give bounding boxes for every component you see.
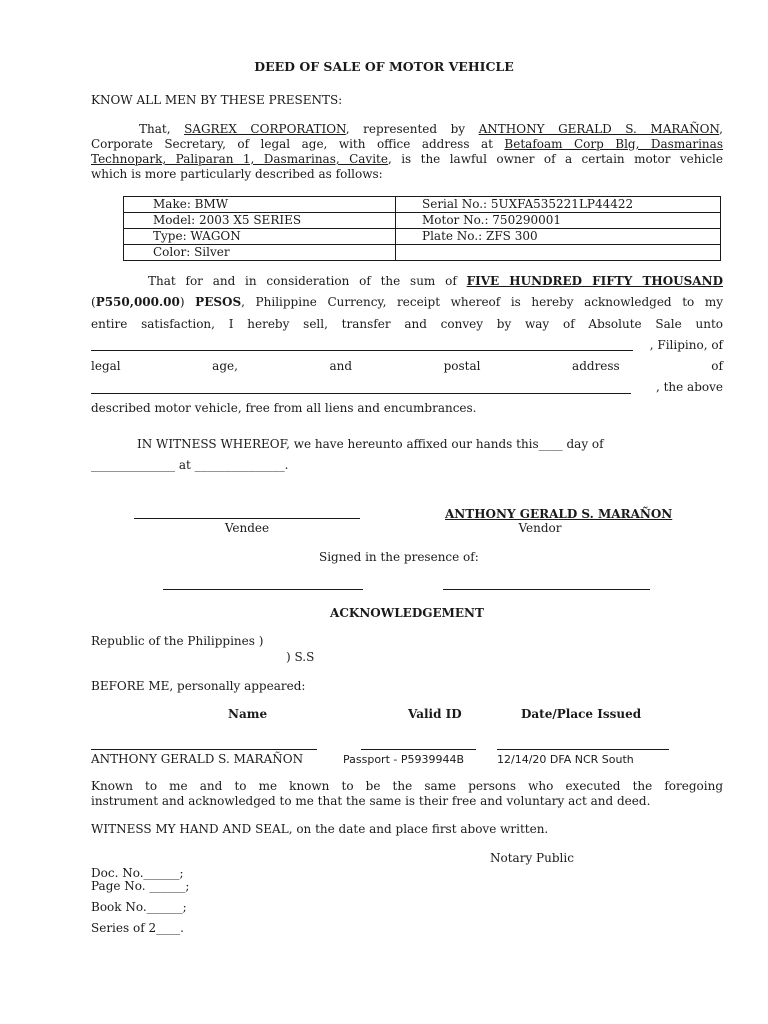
book-no: Book No.______; — [91, 900, 187, 914]
para2-line4-tail: , Filipino, of — [649, 338, 723, 352]
vehicle-color: Color: Silver — [124, 245, 396, 260]
representative-name: ANTHONY GERALD S. MARAÑON — [478, 122, 720, 136]
table-row — [124, 228, 720, 244]
para2-line6-tail: , the above — [655, 380, 723, 394]
vehicle-make: Make: BMW — [124, 197, 396, 212]
para1-line3 — [91, 152, 723, 166]
series-no: Series of 2____. — [91, 921, 184, 935]
person-date-place: 12/14/20 DFA NCR South — [497, 753, 634, 766]
vehicle-type: Type: WAGON — [124, 229, 396, 244]
col-id-header: Valid ID — [408, 707, 462, 721]
word: postal — [443, 359, 481, 373]
paren-open: ( — [91, 295, 96, 309]
amount-words: FIVE HUNDRED FIFTY THOUSAND — [466, 274, 723, 288]
name-line — [91, 749, 317, 750]
vendor-name: ANTHONY GERALD S. MARAÑON — [445, 507, 673, 521]
document-title: DEED OF SALE OF MOTOR VEHICLE — [254, 59, 514, 74]
para1-line2-text: Corporate Secretary, of legal age, with office address at — [91, 137, 493, 151]
vehicle-motor: Motor No.: 750290001 — [422, 213, 562, 227]
para2-line2 — [91, 295, 723, 309]
word: address — [572, 359, 620, 373]
col-name-header: Name — [228, 707, 268, 721]
word: and — [329, 359, 353, 373]
vehicle-serial: Serial No.: 5UXFA535221LP44422 — [422, 197, 634, 211]
before-me-line: BEFORE ME, personally appeared: — [91, 679, 306, 693]
vendee-signature-line[interactable] — [134, 518, 360, 519]
office-address-2: Technopark, Paliparan 1, Dasmarinas, Cavite — [91, 152, 388, 166]
witness-hand-line: WITNESS MY HAND AND SEAL, on the date and place first above written. — [91, 822, 549, 836]
col-date-header: Date/Place Issued — [521, 707, 642, 721]
word: legal — [91, 359, 121, 373]
para1-line4: which is more particularly described as follows: — [91, 167, 383, 181]
para2-line5 — [91, 359, 723, 373]
witness2-signature-line[interactable] — [443, 589, 650, 590]
word: of — [711, 359, 723, 373]
word: age, — [212, 359, 238, 373]
paren-close: ) — [179, 295, 185, 309]
para1-line2 — [91, 137, 723, 151]
buyer-address-line[interactable] — [91, 393, 631, 394]
vehicle-empty — [396, 245, 720, 260]
republic-line: Republic of the Philippines ) — [91, 634, 264, 648]
witness1-signature-line[interactable] — [163, 589, 363, 590]
table-row — [124, 197, 720, 212]
para2-l2-rest: , Philippine Currency, receipt whereof is hereby acknowledged to my — [241, 295, 723, 309]
known-line2: instrument and acknowledged to me that the same is their free and voluntary act and deed. — [91, 794, 651, 808]
notary-public-label: Notary Public — [490, 851, 574, 865]
company-name: SAGREX CORPORATION — [184, 122, 346, 136]
pesos-label: PESOS — [195, 295, 242, 309]
person-name: ANTHONY GERALD S. MARAÑON — [91, 752, 304, 766]
para1-line1 — [91, 122, 723, 136]
amount-number: P550,000.00 — [95, 295, 180, 309]
buyer-name-line[interactable] — [91, 350, 633, 351]
vehicle-plate: Plate No.: ZFS 300 — [422, 229, 538, 243]
witness-line1: IN WITNESS WHEREOF, we have hereunto affixed our hands this____ day of — [137, 437, 604, 451]
date-line — [497, 749, 669, 750]
id-line — [361, 749, 476, 750]
para2-l1-start: That for and in consideration of the sum of — [148, 274, 457, 288]
ss-line: ) S.S — [286, 650, 315, 664]
para1-comma: , — [719, 122, 723, 136]
para1-line3-tail: , is the lawful owner of a certain motor vehicle — [387, 152, 723, 166]
doc-no: Doc. No.______; — [91, 866, 184, 880]
para2-line3: entire satisfaction, I hereby sell, transfer and convey by way of Absolute Sale unto — [91, 317, 723, 331]
table-row — [124, 212, 720, 228]
page-no: Page No. ______; — [91, 879, 190, 893]
presence-line: Signed in the presence of: — [319, 550, 479, 564]
intro-line: KNOW ALL MEN BY THESE PRESENTS: — [91, 93, 343, 107]
acknowledgement-heading: ACKNOWLEDGEMENT — [330, 606, 484, 620]
para2-line1 — [91, 274, 723, 288]
vehicle-table — [123, 196, 721, 261]
para1-represented: , represented by — [345, 122, 466, 136]
vendee-label: Vendee — [224, 521, 270, 535]
table-row — [124, 244, 720, 260]
office-address-1: Betafoam Corp Blg, Dasmarinas — [504, 137, 723, 151]
vehicle-model: Model: 2003 X5 SERIES — [124, 213, 396, 228]
person-valid-id: Passport - P5939944B — [343, 753, 465, 766]
known-line1: Known to me and to me known to be the same persons who executed the foregoing — [91, 779, 723, 793]
vendor-label: Vendor — [518, 521, 562, 535]
para1-that: That, — [139, 122, 171, 136]
witness-line2: ______________ at _______________. — [91, 458, 289, 472]
para2-line7: described motor vehicle, free from all liens and encumbrances. — [91, 401, 477, 415]
